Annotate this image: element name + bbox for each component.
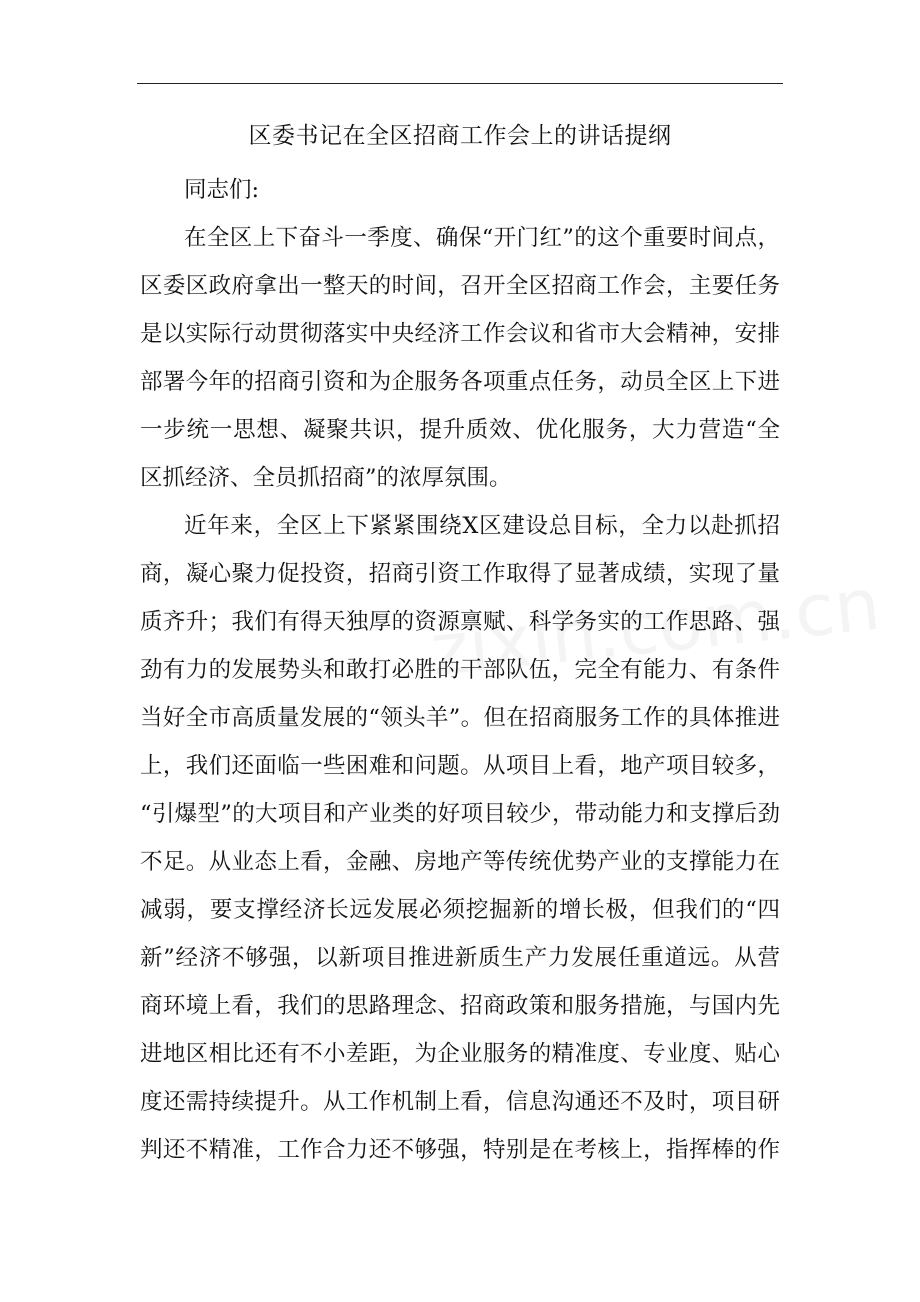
paragraph-line: 商环境上看，我们的思路理念、招商政策和服务措施，与国内先 — [140, 993, 780, 1019]
paragraph-line: 区委区政府拿出一整天的时间，召开全区招商工作会，主要任务 — [140, 273, 780, 299]
paragraph-line: 在全区上下奋斗一季度、确保“开门红”的这个重要时间点， — [184, 225, 780, 251]
paragraph-line: 进地区相比还有不小差距，为企业服务的精准度、专业度、贴心 — [140, 1041, 780, 1067]
paragraph-line: 不足。从业态上看，金融、房地产等传统优势产业的支撑能力在 — [140, 849, 780, 875]
paragraph-line: 判还不精准，工作合力还不够强，特别是在考核上，指挥棒的作 — [140, 1137, 780, 1163]
paragraph-line: 是以实际行动贯彻落实中央经济工作会议和省市大会精神，安排 — [140, 321, 780, 347]
paragraph-line: 劲有力的发展势头和敢打必胜的干部队伍，完全有能力、有条件 — [140, 657, 780, 683]
paragraph-line: “引爆型”的大项目和产业类的好项目较少，带动能力和支撑后劲 — [140, 801, 780, 827]
paragraph-line: 近年来，全区上下紧紧围绕X区建设总目标，全力以赴抓招 — [184, 513, 780, 539]
paragraph-line: 一步统一思想、凝聚共识，提升质效、优化服务，大力营造“全 — [140, 417, 780, 443]
paragraph-line: 度还需持续提升。从工作机制上看，信息沟通还不及时，项目研 — [140, 1089, 780, 1115]
document-title: 区委书记在全区招商工作会上的讲话提纲 — [248, 123, 672, 149]
paragraph-line: 部署今年的招商引资和为企服务各项重点任务，动员全区上下进 — [140, 369, 780, 395]
paragraph-line: 新”经济不够强，以新项目推进新质生产力发展任重道远。从营 — [140, 945, 780, 971]
header-rule — [137, 83, 783, 84]
paragraph-line: 商，凝心聚力促投资，招商引资工作取得了显著成绩，实现了量 — [140, 561, 780, 587]
paragraph-line: 区抓经济、全员抓招商”的浓厚氛围。 — [140, 465, 512, 491]
paragraph-line: 上，我们还面临一些困难和问题。从项目上看，地产项目较多， — [140, 753, 780, 779]
paragraph-line: 当好全市高质量发展的“领头羊”。但在招商服务工作的具体推进 — [140, 705, 780, 731]
paragraph-line: 质齐升；我们有得天独厚的资源禀赋、科学务实的工作思路、强 — [140, 609, 780, 635]
paragraph-line: 减弱，要支撑经济长远发展必须挖掘新的增长极，但我们的“四 — [140, 897, 780, 923]
salutation: 同志们: — [184, 177, 260, 203]
